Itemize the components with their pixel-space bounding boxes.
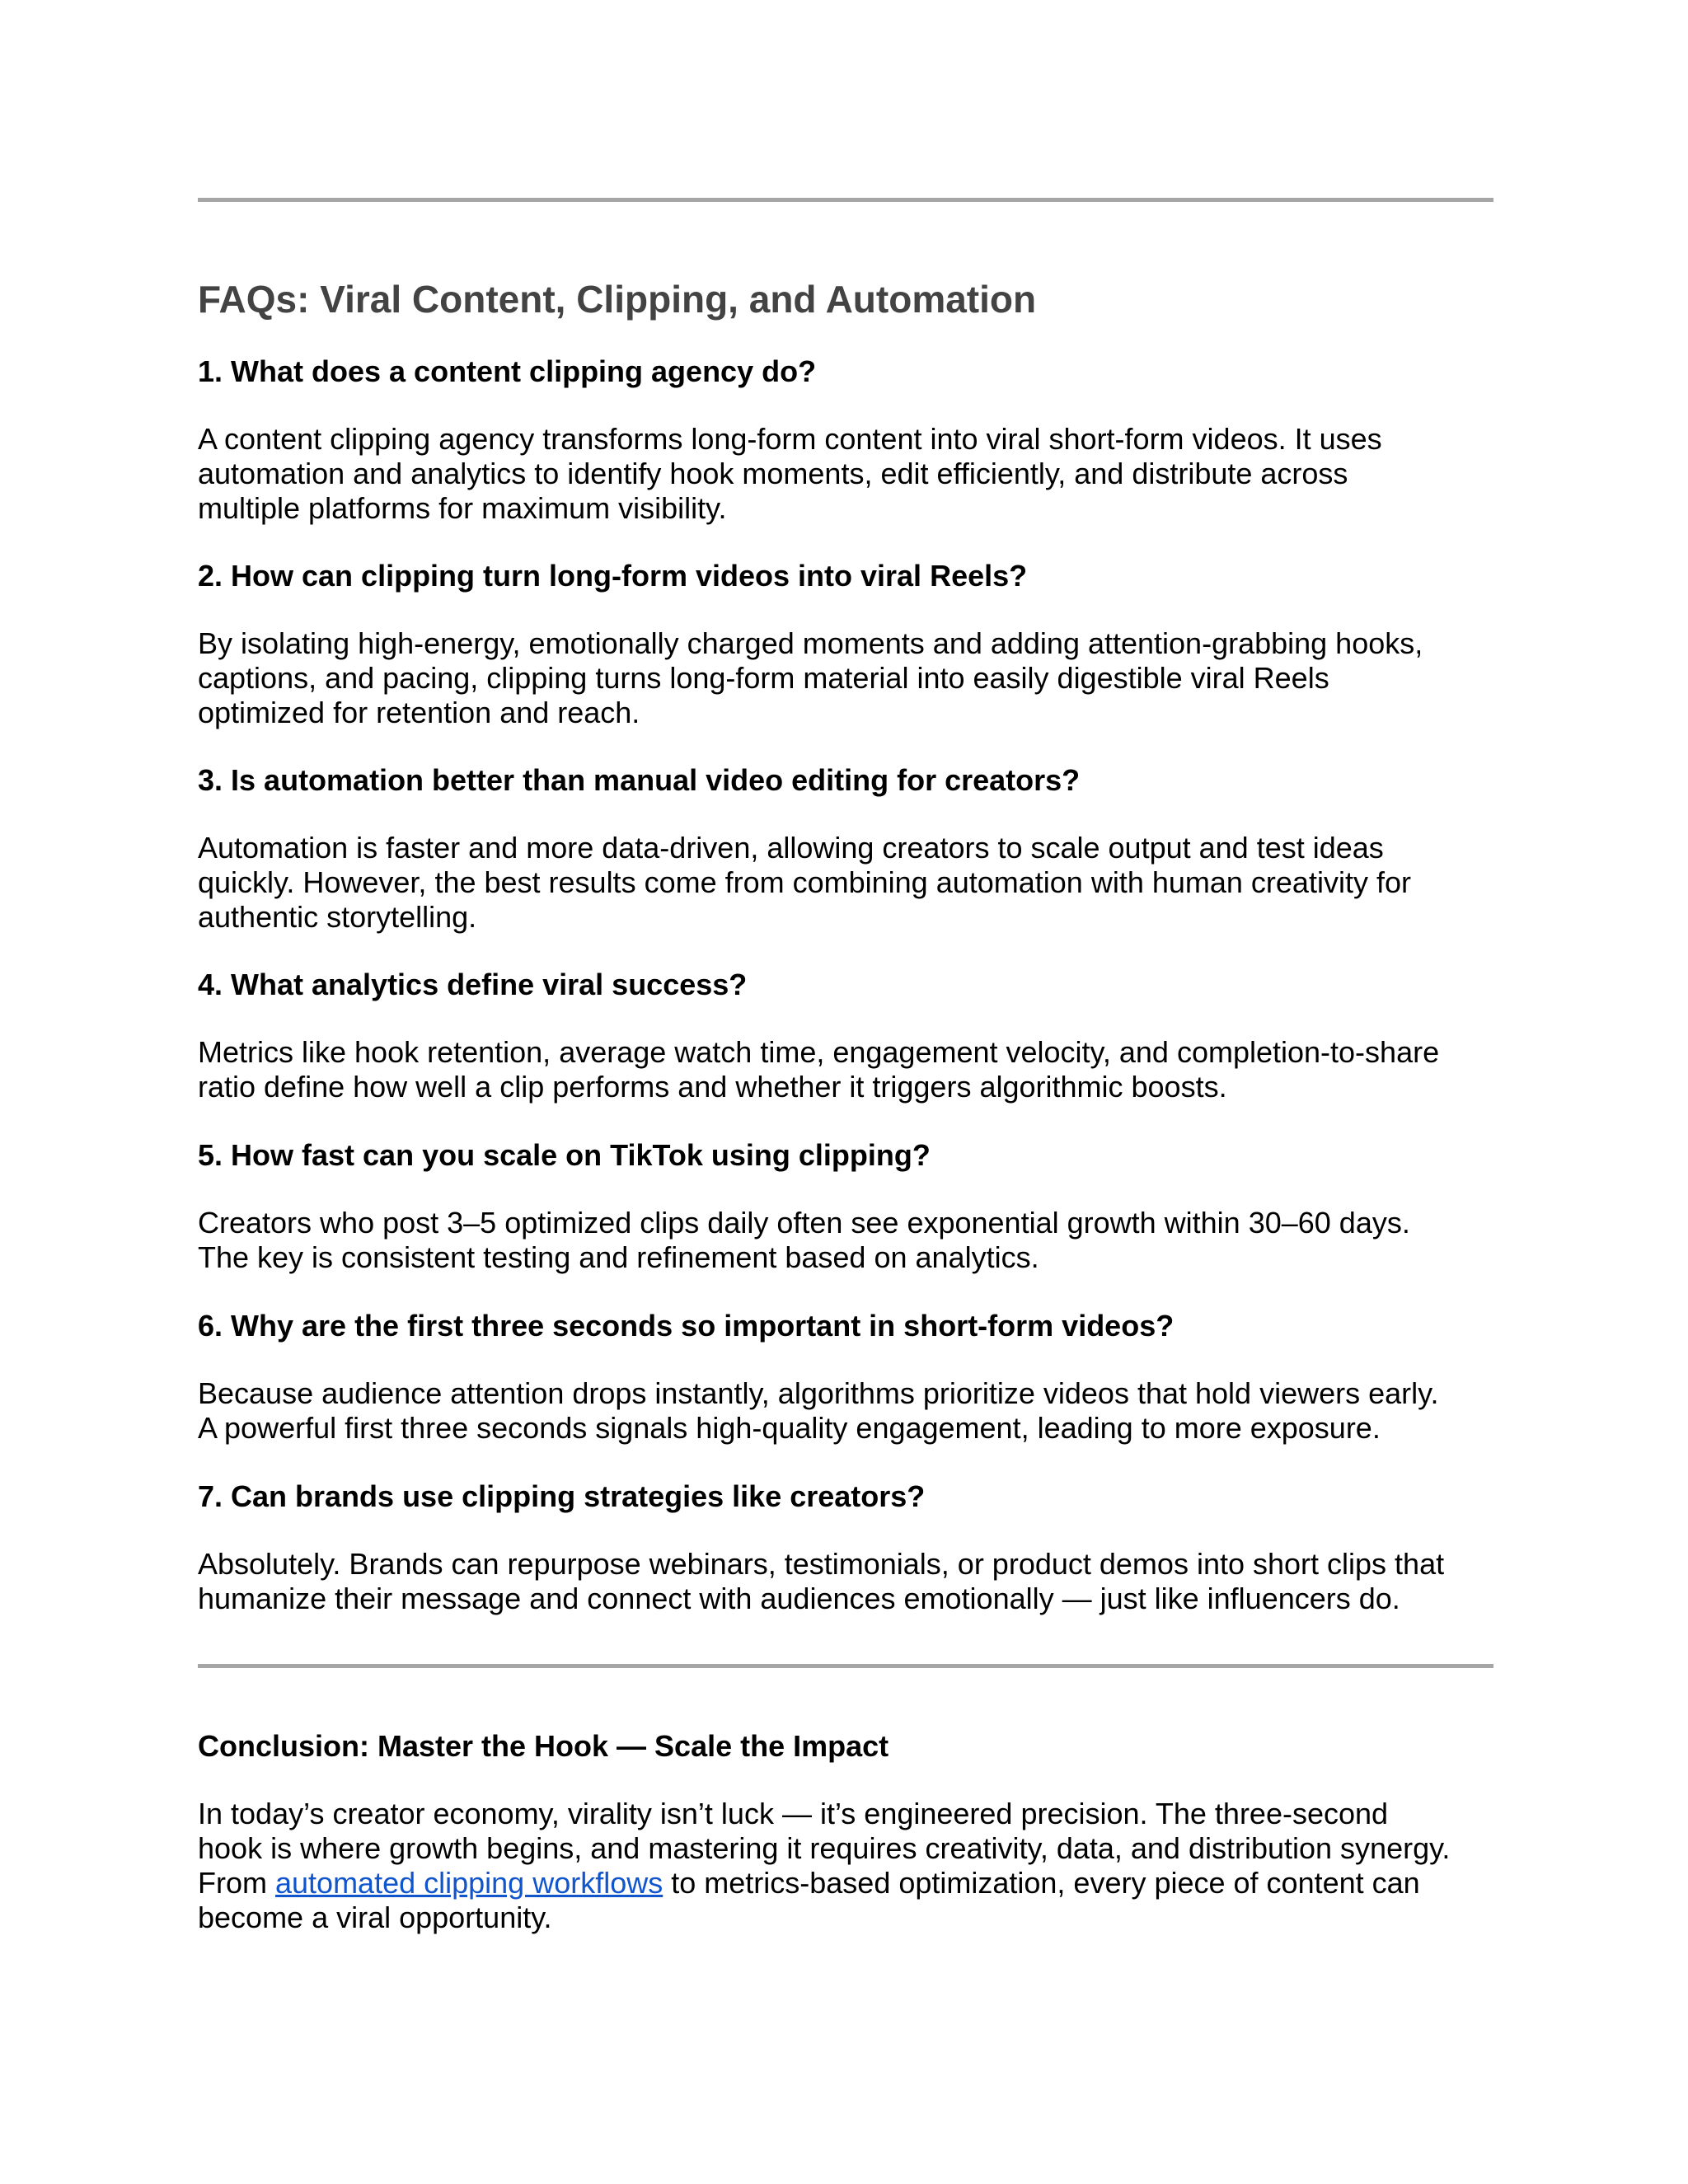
answer-line: authentic storytelling. (198, 900, 477, 934)
automated-clipping-workflows-link[interactable]: automated clipping workflows (275, 1866, 663, 1900)
conclusion-heading: Conclusion: Master the Hook — Scale the Impact (198, 1729, 889, 1763)
answer-line: automation and analytics to identify hook moments, edit efficiently, and distribute across (198, 457, 1348, 490)
conclusion-text: From (198, 1866, 275, 1900)
answer-line: quickly. However, the best results come from combining automation with human creativity for (198, 865, 1411, 899)
answer-line: optimized for retention and reach. (198, 696, 640, 729)
conclusion-line: become a viral opportunity. (198, 1900, 552, 1934)
faq-question-3: 3. Is automation better than manual video editing for creators? (198, 763, 1081, 797)
answer-line: A powerful first three seconds signals high-quality engagement, leading to more exposure. (198, 1411, 1381, 1445)
conclusion-line (198, 1866, 1493, 1900)
faq-question-5: 5. How fast can you scale on TikTok using clipping? (198, 1138, 931, 1172)
answer-line: Creators who post 3–5 optimized clips daily often see exponential growth within 30–60 days. (198, 1206, 1410, 1240)
faq-title: FAQs: Viral Content, Clipping, and Automation (198, 278, 1037, 321)
answer-line: captions, and pacing, clipping turns long-form material into easily digestible viral Reels (198, 661, 1329, 695)
bottom-divider (198, 1664, 1493, 1668)
answer-line: humanize their message and connect with audiences emotionally — just like influencers do. (198, 1582, 1400, 1615)
faq-question-6: 6. Why are the first three seconds so important in short-form videos? (198, 1309, 1175, 1343)
faq-answer-1 (198, 422, 1493, 526)
answer-line: ratio define how well a clip performs and whether it triggers algorithmic boosts. (198, 1070, 1227, 1104)
faq-question-2: 2. How can clipping turn long-form videos into viral Reels? (198, 559, 1028, 593)
faq-answer-7 (198, 1547, 1493, 1616)
faq-answer-4 (198, 1035, 1493, 1104)
faq-answer-5 (198, 1206, 1493, 1275)
faq-question-7: 7. Can brands use clipping strategies like creators? (198, 1479, 926, 1513)
answer-line: Absolutely. Brands can repurpose webinars, testimonials, or product demos into short clips that (198, 1547, 1445, 1581)
top-divider (198, 198, 1493, 202)
answer-line: The key is consistent testing and refinement based on analytics. (198, 1240, 1039, 1274)
faq-answer-2 (198, 626, 1493, 730)
conclusion-line: hook is where growth begins, and mastering it requires creativity, data, and distribution synergy. (198, 1831, 1451, 1865)
faq-question-4: 4. What analytics define viral success? (198, 968, 748, 1001)
answer-line: A content clipping agency transforms long-form content into viral short-form videos. It uses (198, 422, 1382, 456)
conclusion-paragraph (198, 1797, 1493, 1935)
faq-answer-3 (198, 831, 1493, 935)
answer-line: Because audience attention drops instantly, algorithms prioritize videos that hold viewers early. (198, 1376, 1439, 1410)
faq-answer-6 (198, 1376, 1493, 1446)
answer-line: Metrics like hook retention, average watch time, engagement velocity, and completion-to-share (198, 1035, 1440, 1069)
conclusion-line: In today’s creator economy, virality isn’t luck — it’s engineered precision. The three-second (198, 1797, 1389, 1830)
answer-line: By isolating high-energy, emotionally charged moments and adding attention-grabbing hooks, (198, 626, 1423, 660)
answer-line: multiple platforms for maximum visibility. (198, 491, 727, 525)
conclusion-text: to metrics-based optimization, every piece of content can (663, 1866, 1420, 1900)
answer-line: Automation is faster and more data-driven, allowing creators to scale output and test ideas (198, 831, 1384, 865)
faq-question-1: 1. What does a content clipping agency do? (198, 354, 817, 388)
